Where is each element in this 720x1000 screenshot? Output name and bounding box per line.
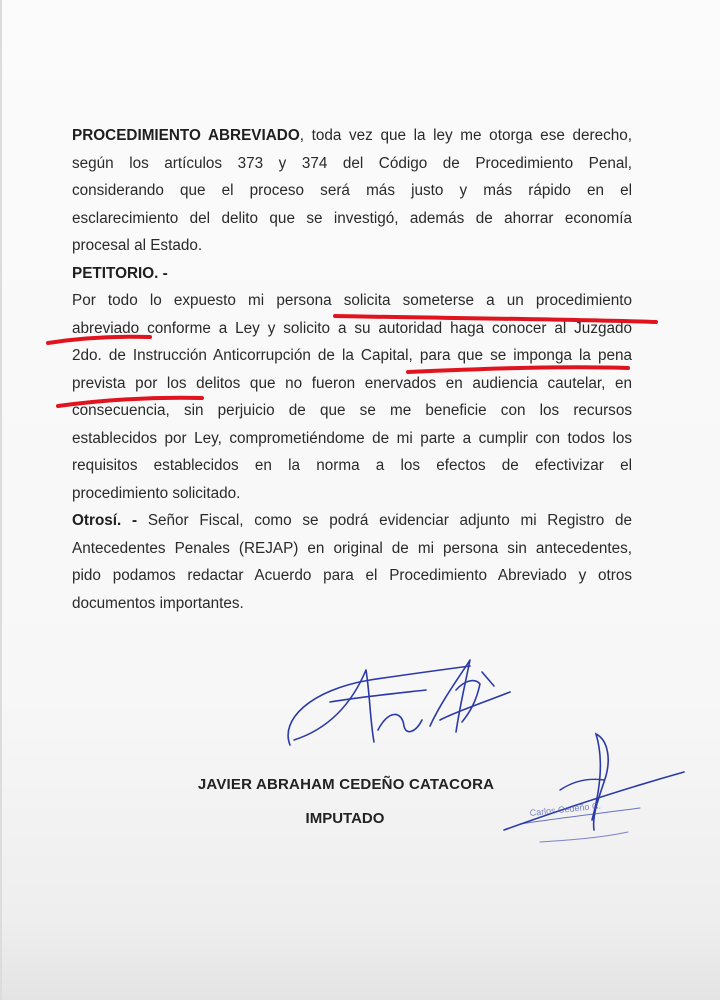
paragraph-line: esclarecimiento del delito que se investigó, además de ahorrar economía xyxy=(72,209,632,227)
paragraph-line: consecuencia, sin perjuicio de que se me beneficie con los recursos xyxy=(72,402,632,419)
paragraph-line: PROCEDIMIENTO ABREVIADO, toda vez que la ley me otorga ese derecho, xyxy=(72,127,632,144)
paragraph-line: considerando que el proceso será más justo y más rápido en el xyxy=(72,182,632,199)
paragraph-line: Antecedentes Penales (REJAP) en original de mi persona sin antecedentes, xyxy=(72,539,632,557)
petitorio-heading: PETITORIO. - xyxy=(72,264,168,282)
otrosi-heading: Otrosí. - xyxy=(72,512,138,529)
otrosi-section: Otrosí. - Señor Fiscal, como se podrá evidenciar adjunto mi Registro de Antecedentes Penales (REJAP) en original de mi persona sin antecedentes, pido podamos redactar Acuerdo para el Procedimiento Abreviado y otros documentos importantes. xyxy=(72,507,632,617)
paragraph-line: Por todo lo expuesto mi persona solicita someterse a un procedimiento xyxy=(72,292,632,309)
paragraph-line: pido podamos redactar Acuerdo para el Procedimiento Abreviado y otros xyxy=(72,567,632,584)
underline-para-que xyxy=(408,367,628,372)
procedure-heading: PROCEDIMIENTO ABREVIADO xyxy=(72,127,300,144)
paragraph-line: documentos importantes. xyxy=(72,594,244,612)
signer-name: JAVIER ABRAHAM CEDEÑO CATACORA xyxy=(197,776,495,793)
underline-solicita xyxy=(335,316,656,322)
underline-abreviado xyxy=(48,337,150,343)
paragraph-line: abreviado conforme a Ley y solicito a su autoridad haga conocer al Juzgado xyxy=(72,319,632,337)
paragraph-line: 2do. de Instrucción Anticorrupción de la Capital, para que se imponga la pena xyxy=(72,347,632,364)
stamp-text: Carlos Cedeño C. xyxy=(529,800,602,818)
paragraph-line: según los artículos 373 y 374 del Código de Procedimiento Penal, xyxy=(72,154,632,172)
stamp-seal xyxy=(500,720,690,860)
paragraph-line: procedimiento solicitado. xyxy=(72,484,241,502)
underline-prevista xyxy=(58,398,202,406)
paragraph-line: procesal al Estado. xyxy=(72,237,203,254)
paragraph-line: prevista por los delitos que no fueron enervados en audiencia cautelar, en xyxy=(72,374,632,392)
signer-role: IMPUTADO xyxy=(305,810,385,827)
paragraph-line: establecidos por Ley, comprometiéndome de mi parte a cumplir con todos los xyxy=(72,429,632,447)
paragraph-line: requisitos establecidos en la norma a los efectos de efectivizar el xyxy=(72,457,632,474)
